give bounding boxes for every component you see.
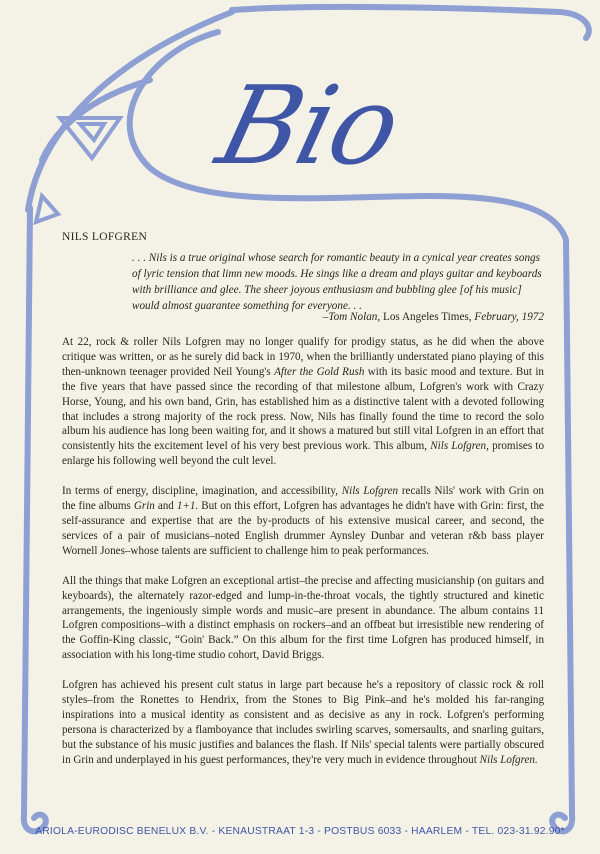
- bio-body: [62, 335, 544, 783]
- page-title: NILS LOFGREN: [62, 231, 148, 243]
- quote-attribution: [300, 310, 544, 324]
- paragraph-text: with its basic mood and texture. But in the five years that have passed since the recording of that milestone album, Lofgren's work with Crazy Horse, Young, and his own band, Grin, has established him as a distinctive talent with a devoted following that includes a strong majority of the rock press. Now, Nils has finally found the time to record the solo album his audience has long been waiting for, and it shows a matured but still vital Lofgren in an effort that consistently hits the excitement level of his very best previous work. This album,: [62, 365, 544, 453]
- italic-title: 1+1.: [176, 500, 199, 513]
- italic-title: Nils Lofgren,: [430, 440, 489, 453]
- quote-date: February, 1972: [474, 311, 544, 323]
- italic-title: Nils Lofgren: [341, 485, 399, 498]
- bio-paragraph: [62, 678, 544, 767]
- bio-paragraph: [62, 484, 544, 559]
- paragraph-text: Lofgren has achieved his present cult status in large part because he's a repository of classic rock & roll styles–from the Ronettes to Hendrix, from the Stones to Big Pink–and he's molded his far-ranging inspirations into a musical identity as consistent and as decisive as any in rock. Lofgren's performing persona is characterized by a flamboyance that includes swirling scarves, somersaults, and snarling guitars, but the substance of his music justifies and balances the flash. If Nils' special talents were partially obscured in Grin and underplayed in his guest performances, they're very much in evidence throughout: [62, 679, 544, 766]
- footer-address: ARIOLA-EURODISC BENELUX B.V. - KENAUSTRAAT 1-3 - POSTBUS 6033 - HAARLEM - TEL. 023-31.92.90*: [35, 826, 565, 837]
- italic-title: Grin: [133, 500, 155, 513]
- paragraph-text: and: [154, 500, 177, 513]
- paragraph-text: All the things that make Lofgren an exceptional artist–the precise and affecting musicianship (on guitars and keyboards), the alternately razor-edged and lump-in-the-throat vocals, the tightly structured and kinetic arrangements, the ingeniously simple words and music–are present in abundance. The album contains 11 Lofgren compositions–with a distinct emphasis on rockers–and an offbeat but irresistible new rendering of the Goffin-King classic, “Goin' Back.” On this album for the first time Lofgren has produced himself, in association with his long-time studio cohort, David Briggs.: [62, 574, 544, 662]
- bio-logo: Bio: [206, 64, 411, 189]
- quote-author: –Tom Nolan,: [322, 311, 381, 323]
- quote-publication: Los Angeles Times,: [383, 311, 472, 323]
- paragraph-text: In terms of energy, discipline, imagination, and accessibility,: [62, 485, 342, 498]
- paragraph-text: recalls Nils' work with Grin on the fine albums: [62, 485, 544, 513]
- italic-title: Nils Lofgren.: [479, 753, 538, 766]
- bio-paragraph: [62, 574, 544, 663]
- paragraph-text: promises to enlarge his following well beyond the cult level.: [62, 440, 545, 468]
- bio-paragraph: [62, 335, 544, 469]
- paragraph-text: But on this effort, Lofgren has advantages he didn't have with Grin: first, the self-assurance and expertise that are the by-products of his extensive musical career, and second, the services of a pair of musicians–noted English drummer Aynsley Dunbar and veteran r&b bass player Wornell Jones–whose talents are sufficient to challenge him to peak performances.: [62, 500, 544, 557]
- italic-title: After the Gold Rush: [274, 365, 365, 378]
- paragraph-text: At 22, rock & roller Nils Lofgren may no longer qualify for prodigy status, as he did when the above critique was written, or as he surely did back in 1970, when the brilliantly understated piano playing of this then-unknown teenager provided Neil Young's: [62, 336, 544, 378]
- press-quote: . . . Nils is a true original whose search for romantic beauty in a cynical year creates songs of lyric tension that limn new moods. He sings like a dream and plays guitar and keyboards with brilliance and glee. The sheer joyous enthusiasm and bubbling glee [of his music] would almost guarantee something for everyone. . .: [132, 252, 542, 312]
